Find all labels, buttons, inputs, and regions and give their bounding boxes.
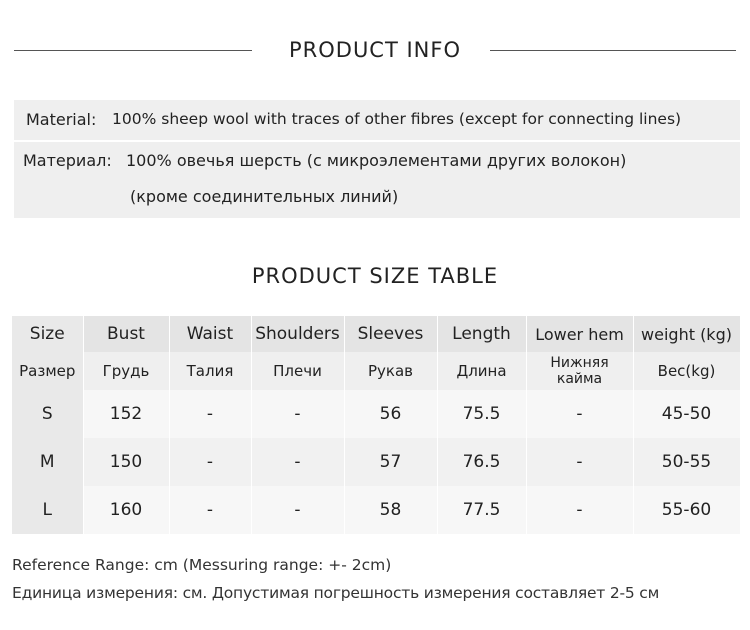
size-cell: S [12,390,83,438]
header-length: Length [437,316,526,352]
header-weight: weight (kg) [633,316,740,352]
waist-cell: - [169,390,251,438]
sleeves-cell: 58 [344,486,437,534]
right-divider-line [490,50,736,51]
header-waist: Waist [169,316,251,352]
header-lower-hem: Lower hem [526,316,633,352]
header-shoulders-ru: Плечи [251,352,344,390]
measurement-unit-note: Единица измерения: см. Допустимая погрешность измерения составляет 2-5 см [12,584,660,602]
sleeves-cell: 56 [344,390,437,438]
weight-cell: 45-50 [633,390,740,438]
material-ru-label: Материал: [23,151,112,170]
bust-cell: 150 [83,438,169,486]
material-ru-row [14,142,740,218]
material-en-value: 100% sheep wool with traces of other fibres (except for connecting lines) [112,110,682,128]
header-shoulders: Shoulders [251,316,344,352]
header-sleeves: Sleeves [344,316,437,352]
header-sleeves-ru: Рукав [344,352,437,390]
length-cell: 77.5 [437,486,526,534]
bust-cell: 152 [83,390,169,438]
header-lower-hem-ru [526,352,633,390]
material-en-label: Material: [26,110,97,129]
header-weight-ru: Вес(kg) [633,352,740,390]
header-size: Size [12,316,83,352]
size-table-title: PRODUCT SIZE TABLE [251,264,499,288]
length-cell: 76.5 [437,438,526,486]
bust-cell: 160 [83,486,169,534]
header-row-ru [12,352,740,390]
header-waist-ru: Талия [169,352,251,390]
material-ru-value: 100% овечья шерсть (с микроэлементами других волокон) [126,151,627,170]
table-row [12,438,740,486]
reference-range-note: Reference Range: cm (Messuring range: +- 2cm) [12,556,392,574]
size-cell: M [12,438,83,486]
material-ru-value-continued: (кроме соединительных линий) [130,187,399,206]
header-size-ru: Размер [12,352,83,390]
lower-hem-cell: - [526,486,633,534]
weight-cell: 55-60 [633,486,740,534]
lower-hem-cell: - [526,438,633,486]
lower-hem-cell: - [526,390,633,438]
table-row [12,390,740,438]
length-cell: 75.5 [437,390,526,438]
size-cell: L [12,486,83,534]
product-info-title: PRODUCT INFO [288,38,461,62]
shoulders-cell: - [251,486,344,534]
header-bust: Bust [83,316,169,352]
shoulders-cell: - [251,390,344,438]
waist-cell: - [169,486,251,534]
header-row-en [12,316,740,352]
weight-cell: 50-55 [633,438,740,486]
shoulders-cell: - [251,438,344,486]
size-table [12,316,741,534]
waist-cell: - [169,438,251,486]
table-row [12,486,740,534]
header-length-ru: Длина [437,352,526,390]
header-lower-hem-ru-text: Нижняя кайма [550,355,609,387]
header-bust-ru: Грудь [83,352,169,390]
material-en-row [14,100,740,140]
sleeves-cell: 57 [344,438,437,486]
